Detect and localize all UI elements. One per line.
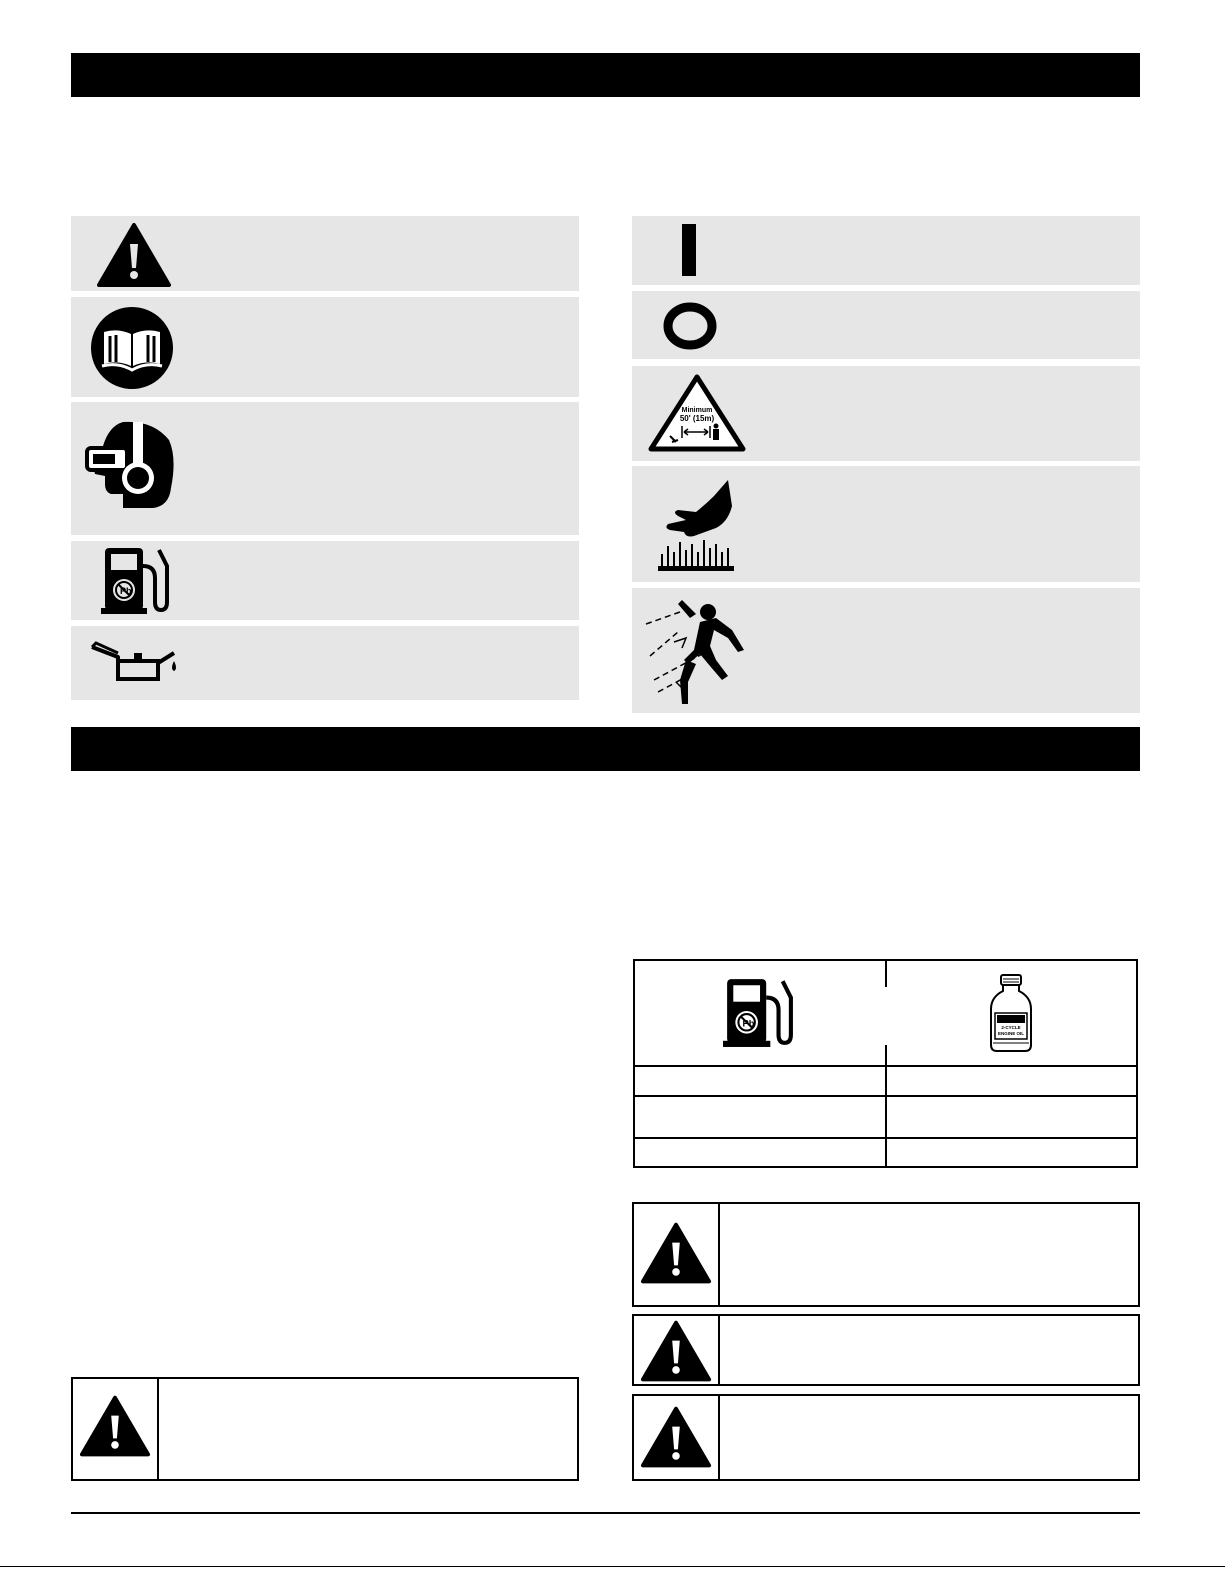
on-switch-icon (680, 224, 700, 278)
safety-alert-triangle-icon (96, 222, 172, 288)
warning-box (632, 1314, 1140, 1386)
unleaded-fuel-pump-icon (723, 973, 795, 1051)
footer-rule (71, 1512, 1140, 1514)
symbol-panel-eye-ear-protection (71, 402, 579, 535)
distance-label-line2: 50' (15m) (679, 414, 715, 423)
two-cycle-oil-bottle-icon (987, 973, 1035, 1053)
hot-surface-icon (658, 478, 734, 574)
warning-icon-cell (634, 1204, 720, 1305)
warning-triangle-icon (640, 1221, 712, 1285)
symbol-panel-on (632, 216, 1140, 285)
warning-triangle-icon (79, 1394, 151, 1458)
symbol-panel-thrown-objects (632, 588, 1140, 713)
warning-icon-cell (73, 1379, 159, 1479)
thrown-objects-icon (644, 596, 748, 706)
table-row-divider (635, 1137, 1136, 1139)
svg-text:Pb: Pb (742, 1018, 755, 1029)
distance-label-line1: Minimum (681, 407, 713, 414)
section-header-bar-2 (71, 727, 1140, 771)
symbol-panel-unleaded-fuel (71, 541, 579, 620)
table-column-divider (885, 1045, 887, 1168)
eye-ear-protection-icon (83, 418, 179, 512)
oil-can-icon (88, 639, 180, 689)
warning-box (71, 1377, 579, 1481)
section-header-bar (71, 53, 1140, 97)
unleaded-fuel-pump-icon (101, 544, 171, 616)
svg-text:ENGINE OIL: ENGINE OIL (997, 1031, 1025, 1036)
off-switch-icon (662, 301, 718, 351)
fuel-mix-table (633, 959, 1138, 1168)
page-edge-rule (0, 1566, 1225, 1567)
table-row-divider (635, 1065, 1136, 1067)
symbol-panel-hot-surface (632, 466, 1140, 582)
symbol-panel-keep-distance (632, 366, 1140, 461)
warning-icon-cell (634, 1316, 720, 1384)
warning-box (632, 1394, 1140, 1481)
keep-distance-icon (648, 374, 746, 452)
read-manual-icon (90, 306, 174, 390)
symbol-panel-oil (71, 626, 579, 700)
symbol-panel-read-manual (71, 297, 579, 397)
svg-text:2-CYCLE: 2-CYCLE (1001, 1025, 1021, 1030)
warning-icon-cell (634, 1396, 720, 1479)
svg-text:Pb: Pb (120, 586, 132, 596)
symbol-panel-off (632, 291, 1140, 359)
warning-triangle-icon (640, 1319, 712, 1383)
table-column-divider-top (885, 961, 887, 987)
warning-triangle-icon (640, 1405, 712, 1469)
table-row-divider (635, 1095, 1136, 1097)
warning-box (632, 1202, 1140, 1307)
symbol-panel-safety-alert (71, 216, 579, 291)
